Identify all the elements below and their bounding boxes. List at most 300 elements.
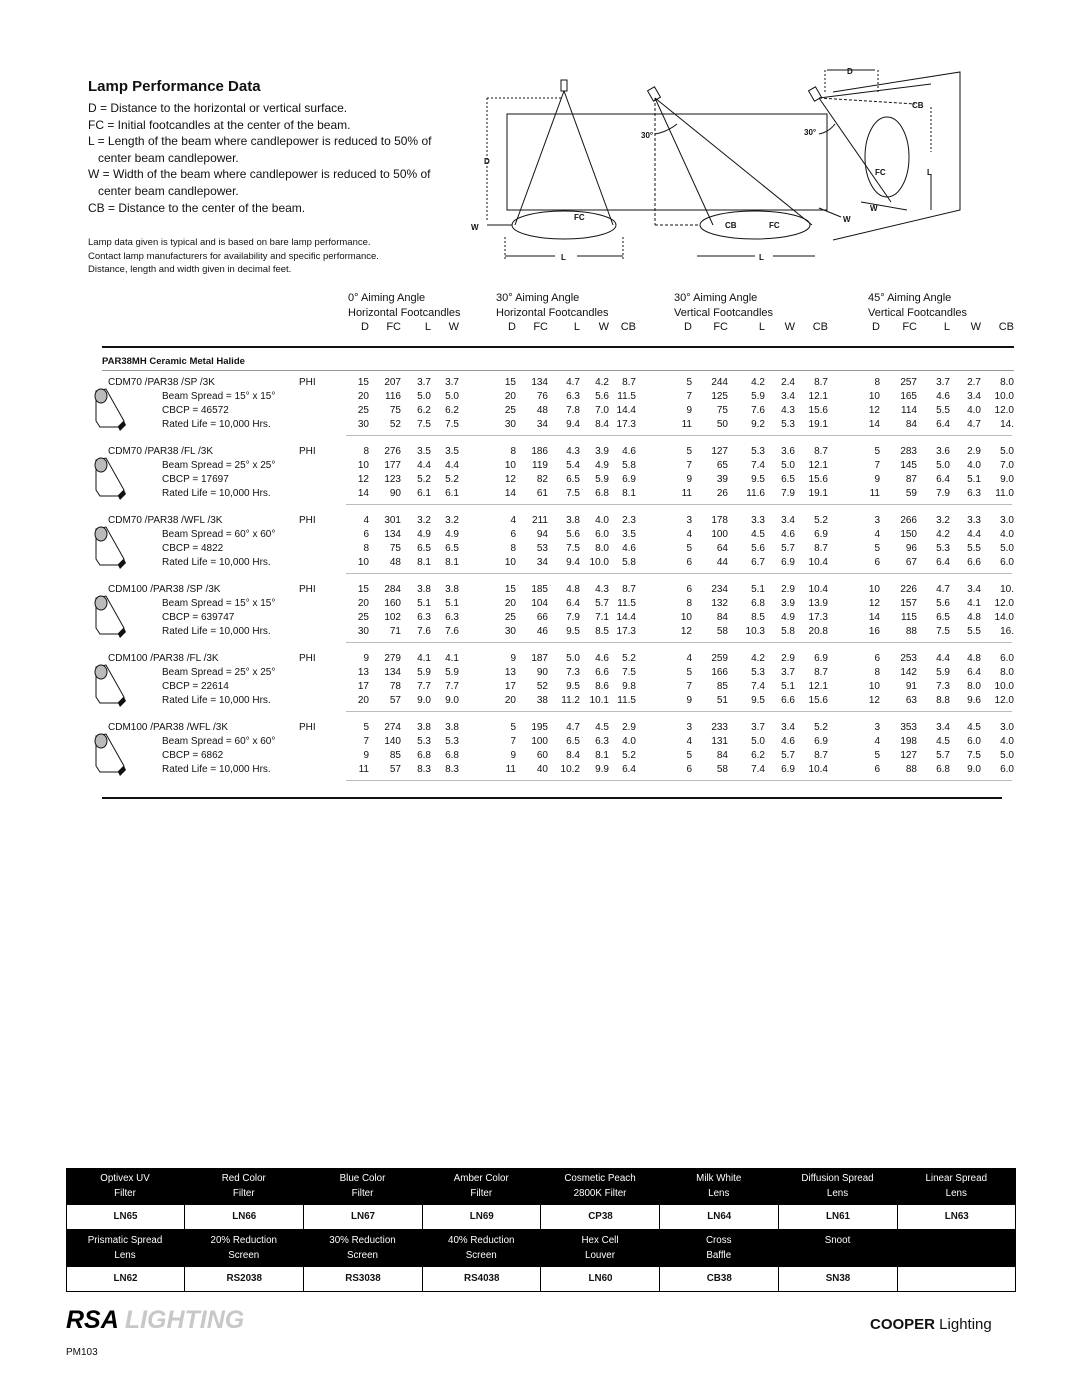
table-cell: 91: [905, 681, 917, 692]
accessories-row-2-labels: [66, 1230, 1016, 1266]
table-cell: 8.0: [1000, 667, 1014, 678]
accessory-code: LN66: [186, 1205, 304, 1229]
table-cell: 134: [531, 377, 548, 388]
table-cell: 87: [905, 474, 917, 485]
table-cell: 6.4: [936, 419, 950, 430]
table-cell: 17.3: [616, 626, 636, 637]
table-cell: 84: [716, 750, 728, 761]
column-header: CB: [812, 321, 828, 333]
table-cell: 38: [536, 695, 548, 706]
table-cell: 90: [536, 667, 548, 678]
table-cell: 5.1: [445, 598, 459, 609]
table-cell: 10: [868, 681, 880, 692]
table-cell: 5: [510, 722, 516, 733]
table-cell: 4.0: [622, 736, 636, 747]
label-fc-v: FC: [875, 168, 886, 177]
table-cell: 119: [532, 460, 548, 471]
accessory-code: LN69: [423, 1205, 541, 1229]
label-w-v2: W: [843, 215, 851, 224]
table-cell: 5.0: [781, 460, 795, 471]
table-cell: 5.6: [936, 598, 950, 609]
table-cell: 9.0: [967, 764, 981, 775]
label-w: W: [471, 223, 479, 232]
group-divider: [346, 504, 1012, 505]
aiming-header-2: 30° Aiming Angle Vertical Footcandles: [674, 292, 774, 319]
table-cell: 3.4: [781, 391, 795, 402]
table-cell: 150: [900, 529, 917, 540]
table-cell: 10: [868, 391, 880, 402]
lamp-name: CDM100 /PAR38 /FL /3K: [108, 653, 219, 664]
table-cell: 5.0: [936, 460, 950, 471]
beam-ellipse-0deg: [512, 211, 616, 239]
table-cell: 8.6: [595, 681, 609, 692]
table-cell: 211: [532, 515, 548, 526]
table-cell: 6: [510, 529, 516, 540]
table-cell: 7.4: [751, 460, 765, 471]
column-header: L: [758, 321, 765, 333]
column-header: W: [598, 321, 609, 333]
table-cell: 8.0: [967, 681, 981, 692]
table-cell: 7.7: [445, 681, 459, 692]
table-cell: 131: [711, 736, 728, 747]
table-cell: 2.4: [781, 377, 795, 388]
accessory-codes: [66, 1266, 1016, 1292]
table-cell: 3.8: [445, 584, 459, 595]
table-cell: 5: [686, 750, 692, 761]
table-cell: 6.4: [967, 667, 981, 678]
table-cell: 6.2: [751, 750, 765, 761]
table-cell: 20: [357, 391, 369, 402]
table-cell: 5: [686, 446, 692, 457]
table-cell: 5.5: [967, 626, 981, 637]
table-cell: 8: [686, 598, 692, 609]
rsa-lighting-logo: RSA LIGHTING: [66, 1306, 245, 1334]
table-cell: 8.1: [445, 557, 459, 568]
table-cell: 6: [363, 529, 369, 540]
table-cell: 15: [504, 377, 516, 388]
table-cell: 7.8: [566, 405, 580, 416]
table-cell: 4: [686, 529, 692, 540]
lamp-spec: Rated Life = 10,000 Hrs.: [162, 557, 271, 568]
table-cell: 7.5: [445, 419, 459, 430]
table-cell: 3.4: [781, 515, 795, 526]
table-cell: 7.4: [751, 681, 765, 692]
table-cell: 30: [357, 419, 369, 430]
table-cell: 8.8: [936, 695, 950, 706]
lamp-brand: PHI: [299, 653, 316, 664]
accessory-label: Amber Color Filter: [453, 1173, 509, 1199]
table-cell: 178: [711, 515, 728, 526]
table-cell: 114: [901, 405, 917, 416]
table-cell: 8.1: [622, 488, 636, 499]
table-cell: 15.6: [808, 474, 828, 485]
table-cell: 10.4: [808, 584, 828, 595]
lamp-group: [102, 722, 1014, 782]
table-cell: 3.9: [595, 446, 609, 457]
table-cell: 30: [504, 419, 516, 430]
table-cell: 6.0: [1000, 653, 1014, 664]
table-cell: 3.5: [622, 529, 636, 540]
label-w-v: W: [870, 204, 878, 213]
table-cell: 185: [531, 584, 548, 595]
table-cell: 11.5: [617, 391, 636, 402]
column-header: FC: [902, 321, 917, 333]
table-cell: 4.2: [751, 377, 765, 388]
table-cell: 10.3: [745, 626, 765, 637]
accessory-label: [897, 1230, 1015, 1248]
table-cell: 5.9: [751, 391, 765, 402]
table-cell: 5.7: [936, 750, 950, 761]
table-cell: 125: [711, 391, 728, 402]
table-cell: 12: [357, 474, 369, 485]
table-cell: 11: [869, 488, 880, 499]
table-cell: 9: [510, 750, 516, 761]
table-cell: 12: [868, 598, 880, 609]
table-cell: 4.0: [967, 405, 981, 416]
table-cell: 7.6: [417, 626, 431, 637]
table-cell: 15: [357, 377, 369, 388]
table-cell: 6.8: [751, 598, 765, 609]
lamp-group: [102, 653, 1014, 713]
table-cell: 3.4: [781, 722, 795, 733]
lamp-brand: PHI: [299, 515, 316, 526]
table-cell: 3.5: [417, 446, 431, 457]
table-cell: 6.3: [595, 736, 609, 747]
table-cell: 5.2: [814, 722, 828, 733]
table-cell: 207: [384, 377, 401, 388]
table-cell: 8.1: [595, 750, 609, 761]
table-cell: 6.8: [936, 764, 950, 775]
group-divider: [346, 435, 1012, 436]
table-cell: 3.2: [417, 515, 431, 526]
table-cell: 279: [384, 653, 401, 664]
table-cell: 9: [686, 695, 692, 706]
accessory-label: Linear Spread Lens: [925, 1173, 988, 1199]
table-cell: 20: [357, 695, 369, 706]
lamp-0deg-icon: [561, 80, 567, 91]
table-cell: 4.2: [936, 529, 950, 540]
table-cell: 5.0: [751, 736, 765, 747]
table-cell: 5.9: [417, 667, 431, 678]
table-cell: 10.4: [808, 557, 828, 568]
table-cell: 4.2: [595, 377, 609, 388]
table-cell: 10.0: [589, 557, 609, 568]
table-cell: 5: [686, 667, 692, 678]
table-cell: 85: [389, 750, 401, 761]
column-header: L: [424, 321, 431, 333]
table-cell: 7.0: [1000, 460, 1014, 471]
table-cell: 4.7: [967, 419, 981, 430]
table-cell: 58: [716, 764, 728, 775]
table-cell: 8: [363, 446, 369, 457]
table-cell: 8.4: [566, 750, 580, 761]
table-cell: 11: [358, 764, 369, 775]
accessory-label: Cosmetic Peach 2800K Filter: [564, 1173, 636, 1199]
column-header: D: [508, 321, 516, 333]
table-cell: 88: [905, 764, 917, 775]
table-cell: 244: [711, 377, 728, 388]
table-cell: 195: [531, 722, 548, 733]
table-cell: 4.6: [595, 653, 609, 664]
table-cell: 3: [686, 722, 692, 733]
table-cell: 2.9: [622, 722, 636, 733]
label-fc-0: FC: [574, 213, 585, 222]
table-cell: 5.2: [622, 750, 636, 761]
lamp-bulb-icon: [92, 594, 128, 645]
lamp-spec: Beam Spread = 25° x 25°: [162, 667, 276, 678]
lamp-spec: Beam Spread = 25° x 25°: [162, 460, 276, 471]
table-cell: 11.6: [746, 488, 765, 499]
lamp-spec: Beam Spread = 15° x 15°: [162, 598, 276, 609]
aiming-header-0: 0° Aiming Angle Horizontal Footcandles: [348, 292, 461, 319]
table-cell: 142: [900, 667, 917, 678]
table-cell: 63: [905, 695, 917, 706]
table-cell: 4.4: [936, 653, 950, 664]
accessory-label: Blue Color Filter: [339, 1173, 386, 1199]
table-cell: 3: [874, 722, 880, 733]
table-cell: 283: [900, 446, 917, 457]
table-cell: 6.1: [445, 488, 459, 499]
table-cell: 3.8: [445, 722, 459, 733]
table-cell: 12.1: [808, 391, 828, 402]
table-cell: 127: [711, 446, 728, 457]
table-cell: 6.3: [417, 612, 431, 623]
table-cell: 88: [905, 626, 917, 637]
table-cell: 7.7: [417, 681, 431, 692]
table-cell: 6.4: [622, 764, 636, 775]
table-cell: 6.6: [781, 695, 795, 706]
accessory-label: Prismatic Spread Lens: [87, 1235, 163, 1261]
lamp-spec: CBCP = 17697: [162, 474, 229, 485]
table-cell: 15: [357, 584, 369, 595]
table-cell: 5.1: [967, 474, 981, 485]
table-cell: 14.4: [616, 612, 636, 623]
column-header: D: [361, 321, 369, 333]
table-cell: 7.4: [751, 764, 765, 775]
table-cell: 58: [716, 626, 728, 637]
table-cell: 5.7: [781, 750, 795, 761]
table-cell: 4.7: [566, 722, 580, 733]
table-cell: 6.5: [936, 612, 950, 623]
table-cell: 52: [389, 419, 401, 430]
table-cell: 259: [711, 653, 728, 664]
table-cell: 7: [686, 681, 692, 692]
table-cell: 6.4: [566, 598, 580, 609]
table-cell: 5.3: [445, 736, 459, 747]
column-header: FC: [713, 321, 728, 333]
table-cell: 4: [686, 653, 692, 664]
table-cell: 11.2: [561, 695, 580, 706]
table-cell: 9.4: [566, 557, 580, 568]
table-cell: 10.1: [589, 695, 609, 706]
accessory-label: Red Color Filter: [221, 1173, 266, 1199]
table-cell: 134: [384, 529, 401, 540]
table-cell: 6: [686, 584, 692, 595]
table-cell: 140: [384, 736, 401, 747]
table-cell: 6.3: [967, 488, 981, 499]
table-cell: 166: [711, 667, 728, 678]
lamp-spec: Beam Spread = 15° x 15°: [162, 391, 276, 402]
column-header: W: [970, 321, 981, 333]
table-cell: 6.2: [417, 405, 431, 416]
accessory-code: LN61: [780, 1205, 898, 1229]
table-cell: 127: [900, 750, 917, 761]
accessory-label: Hex Cell Louver: [581, 1235, 619, 1261]
table-cell: 3.7: [751, 722, 765, 733]
table-cell: 4.7: [936, 584, 950, 595]
table-cell: 4.3: [595, 584, 609, 595]
definitions: [88, 100, 448, 216]
table-cell: 16: [868, 626, 880, 637]
cooper-lighting-logo: COOPER Lighting: [870, 1316, 992, 1333]
table-cell: 284: [384, 584, 401, 595]
table-cell: 132: [711, 598, 728, 609]
table-cell: 64: [716, 543, 728, 554]
table-cell: 3: [686, 515, 692, 526]
lamp-spec: CBCP = 46572: [162, 405, 229, 416]
table-cell: 8.7: [814, 667, 828, 678]
table-cell: 4.9: [781, 612, 795, 623]
table-cell: 71: [389, 626, 401, 637]
column-header: D: [872, 321, 880, 333]
lamp-brand: PHI: [299, 446, 316, 457]
table-cell: 7.5: [967, 750, 981, 761]
table-cell: 5.2: [622, 653, 636, 664]
table-cell: 274: [384, 722, 401, 733]
table-cell: 4.0: [1000, 529, 1014, 540]
table-cell: 5.1: [781, 681, 795, 692]
accessory-code: LN62: [67, 1267, 185, 1291]
lamp-spec: Rated Life = 10,000 Hrs.: [162, 764, 271, 775]
table-cell: 6.5: [445, 543, 459, 554]
table-cell: 4: [510, 515, 516, 526]
table-cell: 6: [686, 557, 692, 568]
table-cell: 8.4: [595, 419, 609, 430]
table-cell: 5.1: [751, 584, 765, 595]
table-cell: 3.4: [967, 391, 981, 402]
table-cell: 7.5: [566, 488, 580, 499]
table-cell: 17.3: [616, 419, 636, 430]
table-cell: 4.0: [967, 460, 981, 471]
table-cell: 9.5: [751, 695, 765, 706]
table-cell: 57: [389, 695, 401, 706]
table-cell: 53: [536, 543, 548, 554]
table-cell: 6: [874, 764, 880, 775]
table-cell: 115: [901, 612, 917, 623]
table-cell: 4.7: [566, 377, 580, 388]
table-cell: 5.0: [1000, 446, 1014, 457]
table-cell: 5.2: [417, 474, 431, 485]
table-cell: 52: [536, 681, 548, 692]
table-cell: 15.6: [808, 695, 828, 706]
table-cell: 60: [536, 750, 548, 761]
lamp-name: CDM70 /PAR38 /WFL /3K: [108, 515, 223, 526]
lamp-name: CDM100 /PAR38 /WFL /3K: [108, 722, 229, 733]
notes: [88, 236, 458, 277]
lamp-spec: Rated Life = 10,000 Hrs.: [162, 419, 271, 430]
table-cell: 20: [504, 391, 516, 402]
lamp-group: [102, 446, 1014, 506]
table-cell: 6.0: [595, 529, 609, 540]
table-cell: 5.9: [595, 474, 609, 485]
table-cell: 6.9: [814, 529, 828, 540]
lamp-name: CDM70 /PAR38 /FL /3K: [108, 446, 214, 457]
table-cell: 257: [900, 377, 917, 388]
table-cell: 177: [384, 460, 401, 471]
table-cell: 7.1: [595, 612, 609, 623]
table-cell: 25: [504, 405, 516, 416]
table-cell: 11: [681, 419, 692, 430]
table-cell: 3.9: [781, 598, 795, 609]
table-cell: 4.1: [445, 653, 459, 664]
table-cell: 6.9: [781, 764, 795, 775]
table-cell: 4.8: [566, 584, 580, 595]
table-cell: 5.7: [595, 598, 609, 609]
beam-ellipse-30deg-h: [700, 211, 810, 239]
table-cell: 3.2: [445, 515, 459, 526]
table-cell: 8.7: [622, 584, 636, 595]
table-cell: 4.9: [595, 460, 609, 471]
table-cell: 4.4: [417, 460, 431, 471]
table-cell: 6.9: [814, 736, 828, 747]
lamp-spec: Beam Spread = 60° x 60°: [162, 529, 276, 540]
table-cell: 9.6: [967, 695, 981, 706]
table-cell: 5.2: [445, 474, 459, 485]
accessory-label: Diffusion Spread Lens: [801, 1173, 874, 1199]
table-cell: 3.0: [1000, 722, 1014, 733]
table-cell: 6.4: [936, 474, 950, 485]
table-cell: 7.9: [566, 612, 580, 623]
table-cell: 2.9: [781, 653, 795, 664]
table-cell: 10: [868, 584, 880, 595]
table-cell: 6.1: [417, 488, 431, 499]
table-cell: 8.7: [814, 446, 828, 457]
lamp-bulb-icon: [92, 732, 128, 783]
table-cell: 104: [531, 598, 548, 609]
accessory-code: LN64: [661, 1205, 779, 1229]
table-cell: 10.0: [994, 391, 1014, 402]
accessory-label: 20% Reduction Screen: [210, 1235, 277, 1261]
table-cell: 4.5: [967, 722, 981, 733]
lamp-spec: Rated Life = 10,000 Hrs.: [162, 626, 271, 637]
table-cell: 5.8: [622, 557, 636, 568]
table-cell: 4.5: [751, 529, 765, 540]
column-header: D: [684, 321, 692, 333]
table-cell: 14: [504, 488, 516, 499]
table-cell: 6.8: [417, 750, 431, 761]
lamp-bulb-icon: [92, 387, 128, 438]
table-cell: 5.0: [445, 391, 459, 402]
table-cell: 7: [874, 460, 880, 471]
table-cell: 12: [504, 474, 516, 485]
table-cell: 50: [716, 419, 728, 430]
table-cell: 4.6: [781, 529, 795, 540]
table-cell: 19.1: [808, 488, 828, 499]
table-cell: 8.3: [445, 764, 459, 775]
table-bottom-rule: [102, 797, 1002, 799]
table-cell: 5.3: [751, 667, 765, 678]
table-cell: 7: [686, 460, 692, 471]
table-cell: 9.8: [622, 681, 636, 692]
accessory-code: [898, 1267, 1016, 1291]
table-cell: 5: [363, 722, 369, 733]
table-cell: 61: [536, 488, 548, 499]
table-cell: 10: [357, 460, 369, 471]
definition-l: L = Length of the beam where candlepower is reduced to 50% of center beam candlepower.: [88, 134, 432, 165]
label-l-h: L: [759, 253, 764, 262]
table-cell: 187: [531, 653, 548, 664]
table-cell: 4.4: [445, 460, 459, 471]
